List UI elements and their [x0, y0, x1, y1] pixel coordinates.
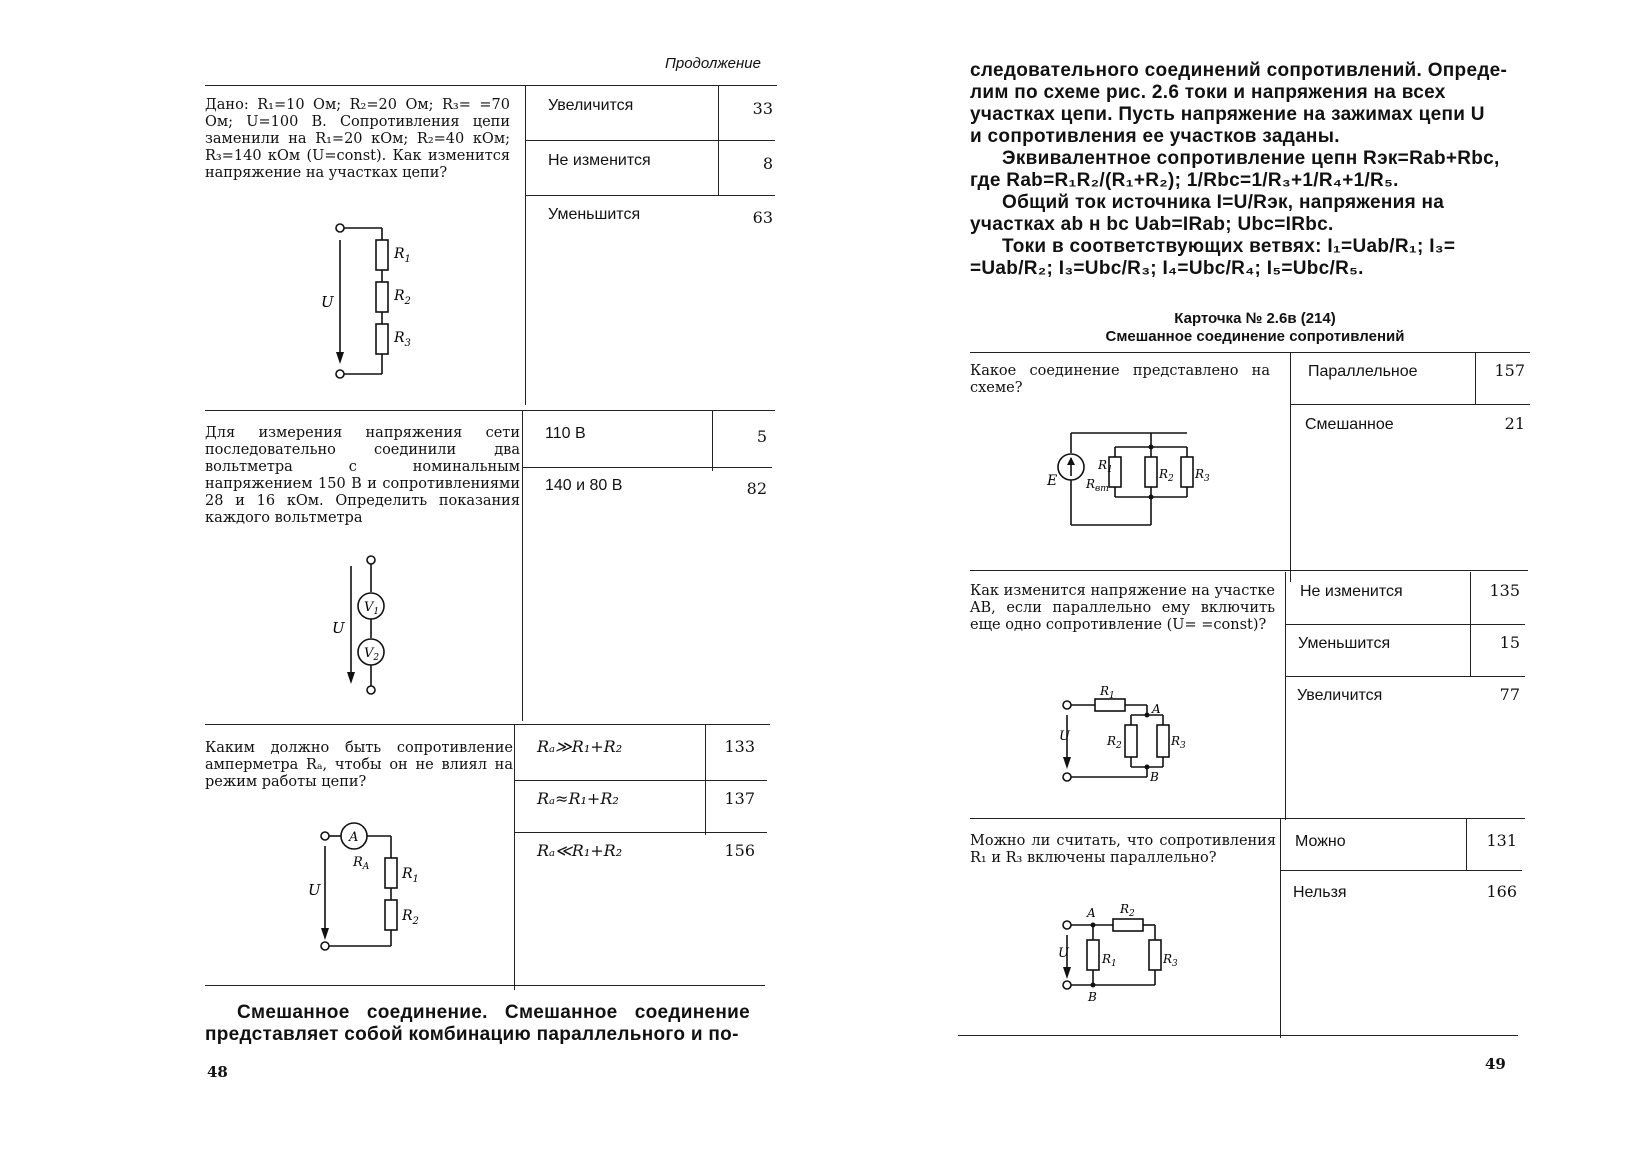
answer-rule	[514, 780, 767, 781]
answer-code: 156	[724, 841, 755, 860]
answer-option[interactable]: Rₐ≪R₁+R₂	[537, 841, 623, 860]
svg-text:R2: $R_2$	[1120, 902, 1135, 919]
answer-option[interactable]: Rₐ≫R₁+R₂	[537, 737, 623, 756]
text-line: Общий ток источника I=U/Rэк, напряжения на	[1002, 192, 1445, 213]
answer-code: 63	[752, 208, 773, 227]
svg-text:V2: $V_2$	[364, 646, 380, 663]
code-column-divider	[1466, 818, 1467, 870]
row-rule	[205, 724, 770, 725]
answer-rule	[1285, 676, 1525, 677]
table-top-rule	[970, 352, 1530, 353]
question-column-divider	[1290, 352, 1291, 582]
answer-code: 21	[1504, 414, 1525, 433]
svg-text:R1: $R_1$	[394, 246, 411, 265]
code-column-divider	[712, 411, 713, 471]
answer-rule	[514, 832, 767, 833]
table-top-rule	[205, 85, 777, 86]
answer-option[interactable]: Уменьшится	[548, 206, 641, 223]
answer-code: 5	[756, 427, 767, 446]
ammeter-circuit-diagram	[305, 820, 425, 960]
answer-option[interactable]: Можно	[1295, 833, 1346, 850]
svg-text:R2: $R_2$	[402, 908, 419, 927]
card-subtitle: Смешанное соединение сопротивлений	[1105, 328, 1405, 345]
svg-text:U: U	[308, 881, 321, 899]
text-line: Эквивалентное сопротивление цепн Rэк=Rab+Rbc,	[1002, 148, 1500, 169]
table-bottom-rule	[205, 985, 765, 986]
answer-option[interactable]: 110 В	[545, 425, 586, 442]
parallel-question-circuit-diagram	[1055, 895, 1178, 1005]
svg-text:U: U	[332, 619, 345, 637]
svg-text:R3: $R_3$	[1171, 734, 1186, 751]
question-text: Дано: R₁=10 Ом; R₂=20 Ом; R₃= =70 Ом; U=100 В. Сопротивления цепи заменили на R₁=20 кОм; R₂=40 кОм; R₃=140 кОм (U=const). Как изменится напряжение на участках цепи?	[205, 97, 510, 181]
text-line: и сопротивления ее участков заданы.	[970, 126, 1340, 147]
answer-option[interactable]: Смешанное	[1305, 416, 1394, 433]
row-rule	[970, 570, 1528, 571]
svg-text:U: U	[321, 293, 334, 311]
svg-text:R3: $R_3$	[1195, 467, 1210, 484]
answer-option[interactable]: Увеличится	[548, 97, 634, 114]
svg-text:B: B	[1150, 770, 1159, 784]
question-text: Можно ли считать, что сопротивления R₁ и R₃ включены параллельно?	[970, 833, 1276, 866]
page-number: 48	[207, 1063, 228, 1081]
answer-code: 131	[1486, 831, 1517, 850]
svg-text:V1: $V_1$	[364, 600, 380, 617]
question-text: Каким должно быть сопротивление амперметра Rₐ, чтобы он не влиял на режим работы цепи?	[205, 740, 513, 790]
question-text: Какое соединение представлено на схеме?	[970, 363, 1270, 396]
answer-code: 137	[724, 789, 755, 808]
answer-code: 8	[762, 154, 773, 173]
answer-code: 33	[752, 99, 773, 118]
svg-text:R1: $R_1$	[1098, 458, 1113, 475]
svg-text:R2: $R_2$	[394, 288, 411, 307]
body-paragraph	[970, 60, 1540, 280]
answer-code: 133	[724, 737, 755, 756]
answer-option[interactable]: 140 и 80 В	[545, 477, 623, 494]
text-line: =Uab/R₂; I₃=Ubc/R₃; I₄=Ubc/R₄; I₅=Ubc/R₅.	[970, 258, 1364, 279]
answer-option[interactable]: Уменьшится	[1298, 635, 1391, 652]
table-bottom-rule	[958, 1035, 1518, 1036]
answer-code: 77	[1499, 685, 1520, 704]
svg-text:R1: $R_1$	[1100, 684, 1115, 701]
text-line: где Rab=R₁R₂/(R₁+R₂); 1/Rbc=1/R₃+1/R₄+1/R₅.	[970, 170, 1399, 191]
voltmeters-circuit-diagram	[325, 550, 395, 700]
svg-text:R3: $R_3$	[1163, 952, 1178, 969]
continuation-label: Продолжение	[665, 55, 761, 72]
svg-text:A: A	[1152, 702, 1161, 716]
svg-text:A: A	[349, 830, 359, 845]
answer-rule	[1290, 404, 1530, 405]
question-column-divider	[514, 725, 515, 990]
svg-text:E: E	[1047, 473, 1058, 489]
answer-rule	[522, 467, 772, 468]
answer-code: 166	[1486, 882, 1517, 901]
svg-text:R1: $R_1$	[402, 866, 419, 885]
answer-code: 157	[1494, 361, 1525, 380]
answer-option[interactable]: Не изменится	[1300, 583, 1403, 600]
mixed-circuit-diagram	[1035, 425, 1210, 535]
answer-rule	[525, 195, 775, 196]
question-column-divider	[1285, 572, 1286, 820]
answer-rule	[1285, 624, 1525, 625]
question-column-divider	[525, 85, 526, 405]
card-title: Карточка № 2.6в (214)	[1174, 310, 1336, 327]
answer-rule	[525, 140, 775, 141]
question-column-divider	[1280, 818, 1281, 1038]
answer-rule	[1280, 870, 1522, 871]
text-line: Токи в соответствующих ветвях: I₁=Uab/R₁; I₃=	[1002, 236, 1456, 257]
text-line: следовательного соединений сопротивлений. Опреде-	[970, 60, 1508, 81]
text-line: лим по схеме рис. 2.6 токи и напряжения на всех	[970, 82, 1446, 103]
svg-text:A: A	[1087, 906, 1096, 920]
text-line: участках ab н bc Uab=IRab; Ubc=IRbc.	[970, 214, 1334, 235]
svg-text:R3: $R_3$	[394, 330, 411, 349]
text-line: участках цепи. Пусть напряжение на зажимах цепи U	[970, 104, 1485, 125]
page-number: 49	[1485, 1055, 1506, 1073]
svg-text:R2: $R_2$	[1159, 467, 1174, 484]
answer-code: 135	[1489, 581, 1520, 600]
svg-text:U: U	[1059, 729, 1070, 744]
svg-text:R1: $R_1$	[1102, 952, 1117, 969]
answer-option[interactable]: Параллельное	[1308, 363, 1418, 380]
question-column-divider	[522, 411, 523, 721]
series-circuit-diagram	[320, 220, 430, 380]
row-rule	[970, 818, 1525, 819]
answer-option[interactable]: Нельзя	[1293, 884, 1347, 901]
code-column-divider	[1475, 352, 1476, 404]
body-paragraph: Смешанное соединение. Смешанное соединение представляет собой комбинацию параллельного и по-	[205, 1002, 750, 1045]
question-text: Для измерения напряжения сети последовательно соединили два вольтметра с номинальным напряжением 150 В и сопротивлениями 28 и 16 кОм. Определить показания каждого вольтметра	[205, 425, 520, 526]
svg-text:U: U	[1058, 946, 1069, 961]
question-text: Как изменится напряжение на участке AB, если параллельно ему включить еще одно сопротивление (U= =const)?	[970, 583, 1275, 633]
answer-option[interactable]: Не изменится	[548, 152, 651, 169]
svg-text:R2: $R_2$	[1107, 734, 1122, 751]
svg-text:Rвт: $R_{вт}$	[1086, 477, 1109, 494]
ab-circuit-diagram	[1055, 684, 1186, 795]
row-rule	[205, 410, 775, 411]
answer-option[interactable]: Rₐ≈R₁+R₂	[537, 789, 619, 808]
svg-text:B: B	[1088, 990, 1097, 1004]
answer-code: 82	[746, 479, 767, 498]
svg-text:RA: $R_A$	[353, 855, 370, 872]
answer-option[interactable]: Увеличится	[1297, 687, 1383, 704]
answer-code: 15	[1499, 633, 1520, 652]
